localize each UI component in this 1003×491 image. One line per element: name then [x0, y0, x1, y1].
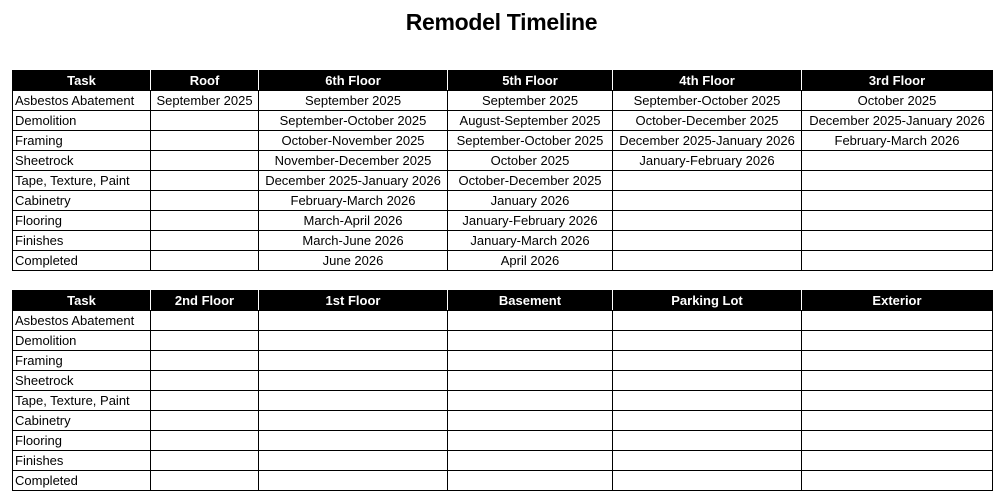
task-name-cell[interactable]: Demolition: [13, 111, 151, 131]
schedule-cell[interactable]: [802, 471, 993, 491]
schedule-cell[interactable]: October-November 2025: [259, 131, 448, 151]
schedule-cell[interactable]: [802, 391, 993, 411]
schedule-cell[interactable]: [802, 431, 993, 451]
task-name-cell[interactable]: Cabinetry: [13, 411, 151, 431]
column-header-4th-floor[interactable]: 4th Floor: [613, 71, 802, 91]
schedule-cell[interactable]: [613, 451, 802, 471]
table-row: [13, 451, 993, 471]
column-header-task[interactable]: Task: [13, 291, 151, 311]
table-row: [13, 391, 993, 411]
schedule-cell[interactable]: [151, 111, 259, 131]
schedule-cell[interactable]: December 2025-January 2026: [259, 171, 448, 191]
table-row: [13, 91, 993, 111]
schedule-cell[interactable]: [802, 311, 993, 331]
schedule-cell[interactable]: [448, 391, 613, 411]
table-row: [13, 371, 993, 391]
task-name-cell[interactable]: Flooring: [13, 211, 151, 231]
task-name-cell[interactable]: Tape, Texture, Paint: [13, 391, 151, 411]
schedule-cell[interactable]: [802, 231, 993, 251]
schedule-cell[interactable]: [448, 311, 613, 331]
table-row: [13, 431, 993, 451]
header-row: [13, 291, 993, 311]
schedule-cell[interactable]: January-February 2026: [448, 211, 613, 231]
schedule-cell[interactable]: [259, 311, 448, 331]
task-name-cell[interactable]: Tape, Texture, Paint: [13, 171, 151, 191]
schedule-cell[interactable]: September-October 2025: [259, 111, 448, 131]
schedule-cell[interactable]: [448, 371, 613, 391]
column-header-task[interactable]: Task: [13, 71, 151, 91]
schedule-cell[interactable]: [802, 371, 993, 391]
schedule-cell[interactable]: November-December 2025: [259, 151, 448, 171]
schedule-cell[interactable]: [802, 251, 993, 271]
schedule-cell[interactable]: [613, 471, 802, 491]
table-row: [13, 191, 993, 211]
task-name-cell[interactable]: Asbestos Abatement: [13, 311, 151, 331]
schedule-cell[interactable]: February-March 2026: [802, 131, 993, 151]
schedule-cell[interactable]: [259, 411, 448, 431]
task-name-cell[interactable]: Asbestos Abatement: [13, 91, 151, 111]
schedule-cell[interactable]: January-February 2026: [613, 151, 802, 171]
schedule-cell[interactable]: [151, 311, 259, 331]
schedule-cell[interactable]: [802, 331, 993, 351]
column-header-1st-floor[interactable]: 1st Floor: [259, 291, 448, 311]
schedule-cell[interactable]: [151, 231, 259, 251]
schedule-cell[interactable]: October-December 2025: [448, 171, 613, 191]
schedule-cell[interactable]: October 2025: [448, 151, 613, 171]
schedule-cell[interactable]: [802, 351, 993, 371]
column-header-basement[interactable]: Basement: [448, 291, 613, 311]
schedule-cell[interactable]: [613, 251, 802, 271]
schedule-cell[interactable]: [613, 191, 802, 211]
table-row: [13, 471, 993, 491]
schedule-cell[interactable]: [448, 451, 613, 471]
schedule-cell[interactable]: [259, 431, 448, 451]
schedule-cell[interactable]: [151, 371, 259, 391]
column-header-6th-floor[interactable]: 6th Floor: [259, 71, 448, 91]
schedule-cell[interactable]: [448, 351, 613, 371]
schedule-cell[interactable]: [613, 171, 802, 191]
schedule-cell[interactable]: [151, 331, 259, 351]
task-name-cell[interactable]: Completed: [13, 471, 151, 491]
schedule-cell[interactable]: [151, 131, 259, 151]
table-row: [13, 331, 993, 351]
schedule-cell[interactable]: [613, 411, 802, 431]
schedule-cell[interactable]: [613, 311, 802, 331]
column-header-5th-floor[interactable]: 5th Floor: [448, 71, 613, 91]
schedule-cell[interactable]: January-March 2026: [448, 231, 613, 251]
schedule-cell[interactable]: [151, 211, 259, 231]
schedule-cell[interactable]: August-September 2025: [448, 111, 613, 131]
schedule-cell[interactable]: [259, 371, 448, 391]
table-row: [13, 211, 993, 231]
schedule-cell[interactable]: [151, 431, 259, 451]
schedule-cell[interactable]: [151, 351, 259, 371]
table-row: [13, 351, 993, 371]
schedule-cell[interactable]: [802, 411, 993, 431]
timeline-table-upper-floors: [12, 70, 993, 271]
column-header-exterior[interactable]: Exterior: [802, 291, 993, 311]
table-row: [13, 151, 993, 171]
task-name-cell[interactable]: Demolition: [13, 331, 151, 351]
schedule-cell[interactable]: [613, 351, 802, 371]
table-row: [13, 251, 993, 271]
task-name-cell[interactable]: Finishes: [13, 451, 151, 471]
table-row: [13, 171, 993, 191]
task-name-cell[interactable]: Sheetrock: [13, 151, 151, 171]
table-row: [13, 411, 993, 431]
column-header-parking-lot[interactable]: Parking Lot: [613, 291, 802, 311]
table-row: [13, 111, 993, 131]
schedule-cell[interactable]: [802, 211, 993, 231]
schedule-cell[interactable]: [613, 211, 802, 231]
schedule-cell[interactable]: [802, 451, 993, 471]
schedule-cell[interactable]: January 2026: [448, 191, 613, 211]
schedule-cell[interactable]: September-October 2025: [448, 131, 613, 151]
schedule-cell[interactable]: [613, 331, 802, 351]
schedule-cell[interactable]: February-March 2026: [259, 191, 448, 211]
table-row: [13, 131, 993, 151]
schedule-cell[interactable]: [151, 151, 259, 171]
task-name-cell[interactable]: Framing: [13, 351, 151, 371]
schedule-cell[interactable]: [151, 171, 259, 191]
schedule-cell[interactable]: [151, 471, 259, 491]
schedule-cell[interactable]: September 2025: [448, 91, 613, 111]
column-header-2nd-floor[interactable]: 2nd Floor: [151, 291, 259, 311]
schedule-cell[interactable]: [151, 391, 259, 411]
header-row: [13, 71, 993, 91]
schedule-cell[interactable]: [259, 471, 448, 491]
schedule-cell[interactable]: [151, 451, 259, 471]
schedule-cell[interactable]: [151, 191, 259, 211]
schedule-cell[interactable]: [448, 411, 613, 431]
table-row: [13, 311, 993, 331]
schedule-cell[interactable]: [802, 151, 993, 171]
schedule-cell[interactable]: [151, 411, 259, 431]
schedule-cell[interactable]: [613, 371, 802, 391]
schedule-cell[interactable]: December 2025-January 2026: [802, 111, 993, 131]
schedule-cell[interactable]: October 2025: [802, 91, 993, 111]
schedule-cell[interactable]: December 2025-January 2026: [613, 131, 802, 151]
task-name-cell[interactable]: Finishes: [13, 231, 151, 251]
timeline-table-lower-floors: [12, 290, 993, 491]
schedule-cell[interactable]: [448, 331, 613, 351]
task-name-cell[interactable]: Cabinetry: [13, 191, 151, 211]
schedule-cell[interactable]: [259, 351, 448, 371]
column-header-roof[interactable]: Roof: [151, 71, 259, 91]
schedule-cell[interactable]: [151, 251, 259, 271]
schedule-cell[interactable]: [613, 431, 802, 451]
schedule-cell[interactable]: [613, 391, 802, 411]
schedule-cell[interactable]: [448, 471, 613, 491]
schedule-cell[interactable]: September-October 2025: [613, 91, 802, 111]
table-row: [13, 231, 993, 251]
column-header-3rd-floor[interactable]: 3rd Floor: [802, 71, 993, 91]
task-name-cell[interactable]: Completed: [13, 251, 151, 271]
schedule-cell[interactable]: [613, 231, 802, 251]
schedule-cell[interactable]: [802, 171, 993, 191]
task-name-cell[interactable]: Sheetrock: [13, 371, 151, 391]
schedule-cell[interactable]: [259, 331, 448, 351]
schedule-cell[interactable]: September 2025: [151, 91, 259, 111]
page-title: Remodel Timeline: [405, 9, 598, 35]
schedule-cell[interactable]: [259, 391, 448, 411]
schedule-cell[interactable]: [802, 191, 993, 211]
task-name-cell[interactable]: Flooring: [13, 431, 151, 451]
schedule-cell[interactable]: September 2025: [259, 91, 448, 111]
schedule-cell[interactable]: March-April 2026: [259, 211, 448, 231]
schedule-cell[interactable]: April 2026: [448, 251, 613, 271]
schedule-cell[interactable]: October-December 2025: [613, 111, 802, 131]
task-name-cell[interactable]: Framing: [13, 131, 151, 151]
schedule-cell[interactable]: March-June 2026: [259, 231, 448, 251]
schedule-cell[interactable]: [448, 431, 613, 451]
schedule-cell[interactable]: [259, 451, 448, 471]
schedule-cell[interactable]: June 2026: [259, 251, 448, 271]
